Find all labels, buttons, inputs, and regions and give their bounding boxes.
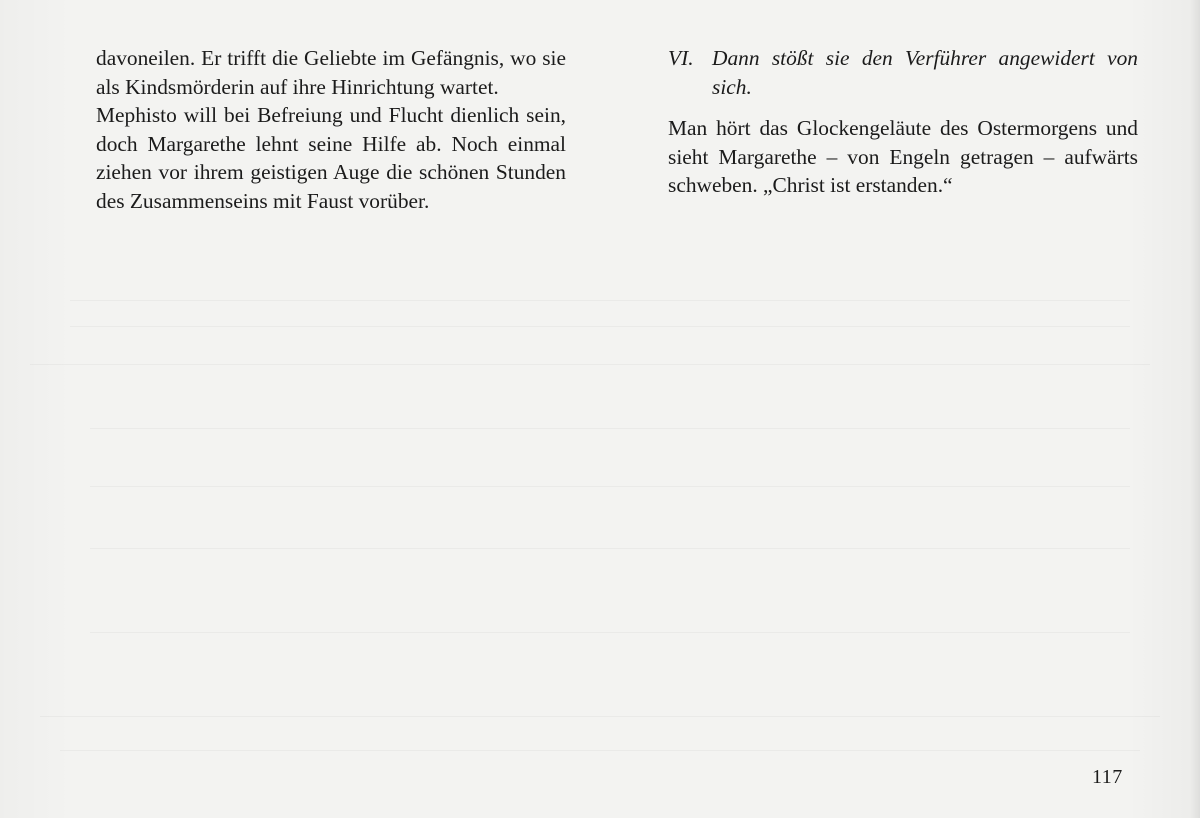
show-through-line — [30, 364, 1150, 365]
show-through-line — [90, 632, 1130, 633]
show-through-line — [40, 716, 1160, 717]
show-through-line — [90, 428, 1130, 429]
page-edge-shadow — [1190, 0, 1200, 818]
show-through-line — [70, 326, 1130, 327]
show-through-line — [70, 300, 1130, 301]
section-heading — [668, 44, 1138, 101]
left-paragraph-1: davoneilen. Er trifft die Geliebte im Gefängnis, wo sie als Kindsmörderin auf ihre Hinrichtung wartet. — [96, 46, 566, 99]
page-number: 117 — [1092, 766, 1123, 788]
show-through-line — [90, 486, 1130, 487]
right-text-column — [668, 44, 1138, 200]
section-number: VI. — [668, 46, 694, 70]
left-paragraph-2: Mephisto will bei Befreiung und Flucht dienlich sein, doch Margarethe lehnt seine Hilfe ab. Noch einmal ziehen vor ihrem geistigen Auge die schönen Stunden des Zusammenseins mit Faust vorüber. — [96, 103, 566, 213]
left-text-column — [96, 44, 566, 215]
right-paragraph: Man hört das Glockengeläute des Ostermorgens und sieht Margarethe – von Engeln getragen – aufwärts schweben. „Christ ist erstanden.“ — [668, 116, 1138, 197]
section-heading-text: Dann stößt sie den Verführer angewidert von sich. — [712, 46, 1138, 99]
show-through-line — [60, 750, 1140, 751]
show-through-line — [90, 548, 1130, 549]
